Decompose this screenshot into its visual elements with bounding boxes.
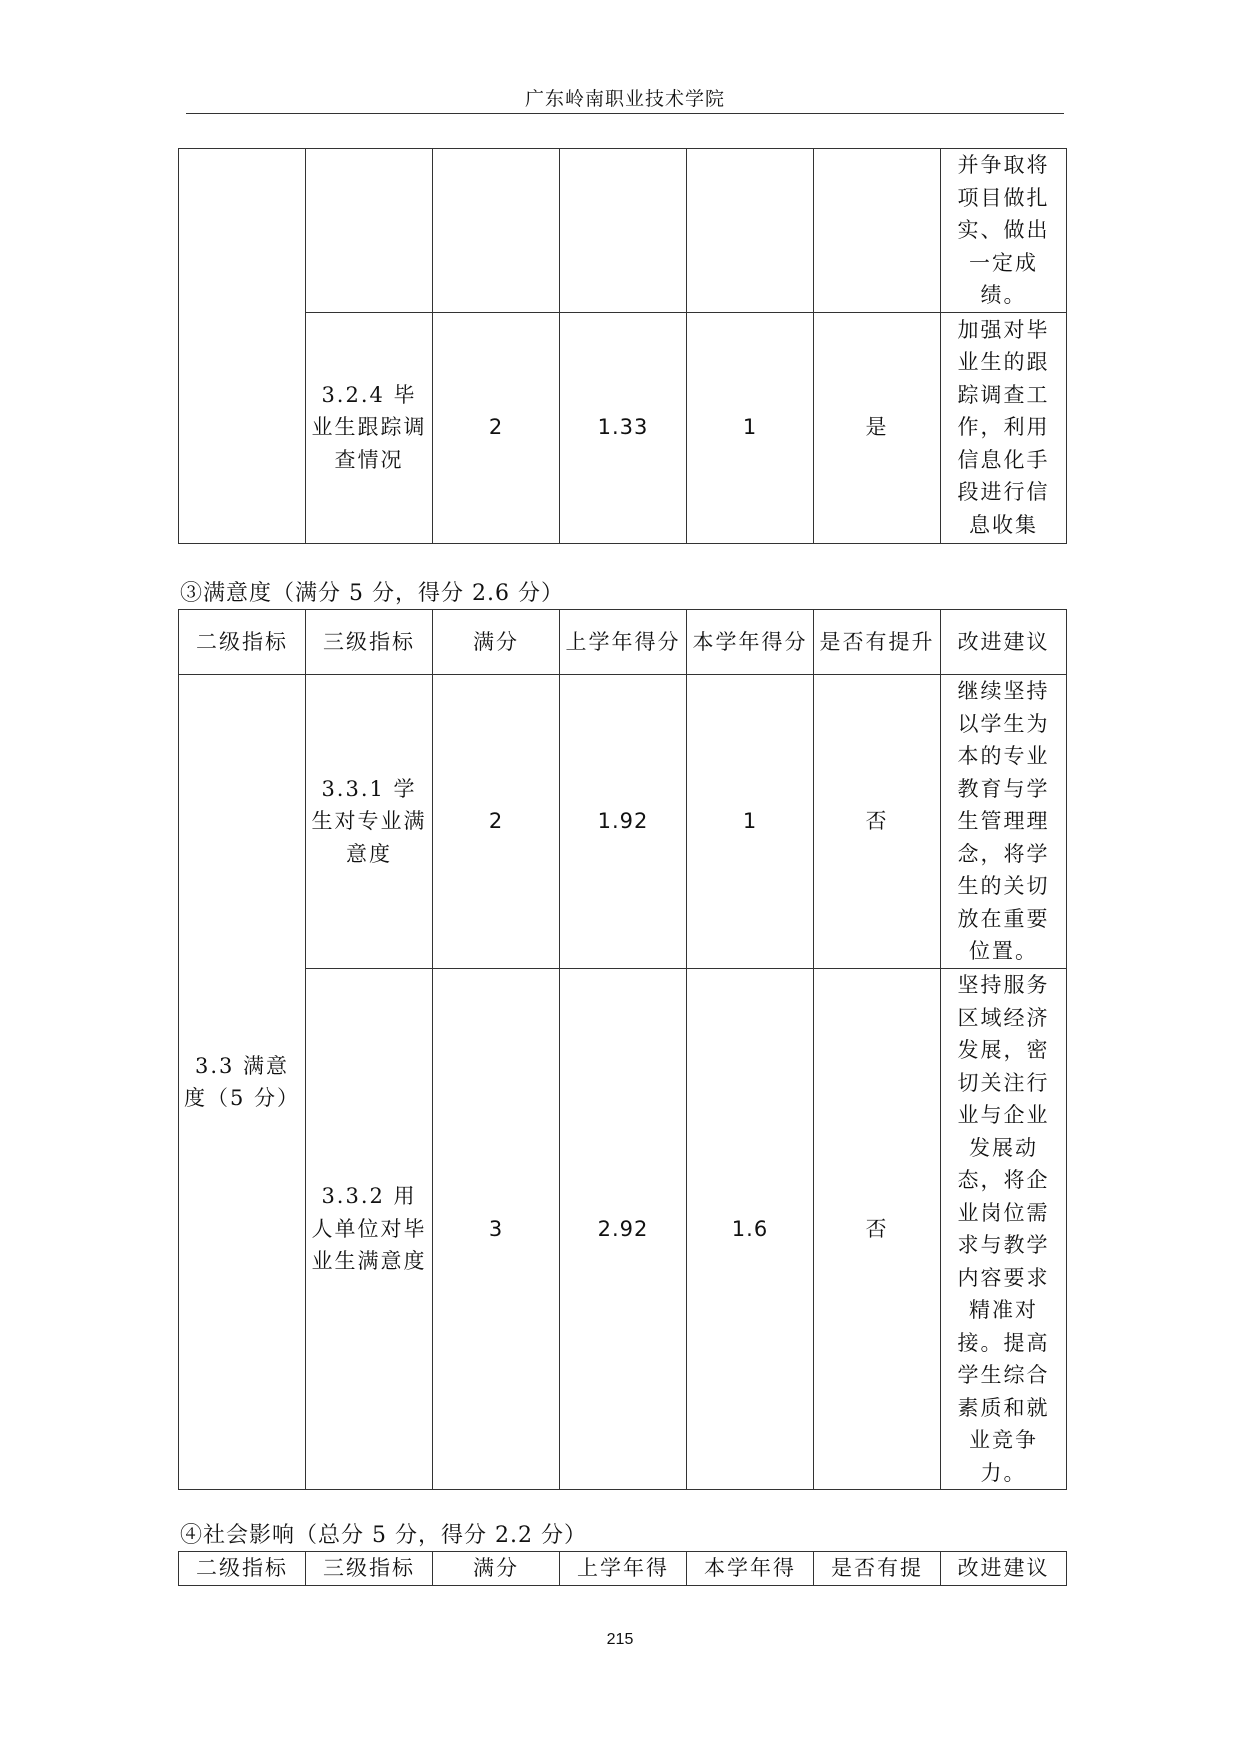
table-row	[179, 675, 1067, 969]
table-row	[179, 969, 1067, 1490]
this-year-cell: 1	[687, 675, 814, 969]
continued-table	[178, 148, 1067, 544]
this-year-cell	[687, 149, 814, 313]
indicator3-cell: 3.2.4 毕业生跟踪调查情况	[306, 312, 433, 543]
suggestion-cell: 并争取将项目做扎实、做出一定成绩。	[941, 149, 1067, 313]
column-header: 三级指标	[306, 610, 433, 675]
column-header: 二级指标	[179, 1552, 306, 1586]
header-divider	[186, 113, 1064, 114]
column-header: 满分	[433, 610, 560, 675]
indicator3-cell: 3.3.2 用人单位对毕业生满意度	[306, 969, 433, 1490]
improved-cell: 否	[814, 675, 941, 969]
section-title-satisfaction: ③满意度（满分 5 分，得分 2.6 分）	[180, 581, 564, 606]
indicator3-cell: 3.3.1 学生对专业满意度	[306, 675, 433, 969]
table-row	[179, 312, 1067, 543]
social-impact-table	[178, 1551, 1067, 1586]
indicator2-cell: 3.3 满意度（5 分）	[179, 675, 306, 1490]
last-year-cell: 2.92	[560, 969, 687, 1490]
table-header-row	[179, 1552, 1067, 1586]
last-year-cell: 1.33	[560, 312, 687, 543]
full-score-cell: 2	[433, 675, 560, 969]
improved-cell: 否	[814, 969, 941, 1490]
indicator2-cell	[179, 149, 306, 544]
column-header: 本学年得	[687, 1552, 814, 1586]
column-header: 是否有提	[814, 1552, 941, 1586]
last-year-cell	[560, 149, 687, 313]
column-header: 满分	[433, 1552, 560, 1586]
improved-cell	[814, 149, 941, 313]
table-header-row	[179, 610, 1067, 675]
column-header: 改进建议	[941, 610, 1067, 675]
column-header: 上学年得	[560, 1552, 687, 1586]
column-header: 改进建议	[941, 1552, 1067, 1586]
column-header: 是否有提升	[814, 610, 941, 675]
satisfaction-table	[178, 609, 1067, 1490]
this-year-cell: 1	[687, 312, 814, 543]
column-header: 本学年得分	[687, 610, 814, 675]
indicator3-cell	[306, 149, 433, 313]
page-header: 广东岭南职业技术学院	[524, 88, 725, 110]
section-title-social-impact: ④社会影响（总分 5 分，得分 2.2 分）	[180, 1523, 587, 1548]
improved-cell: 是	[814, 312, 941, 543]
this-year-cell: 1.6	[687, 969, 814, 1490]
suggestion-cell: 继续坚持以学生为本的专业教育与学生管理理念，将学生的关切放在重要位置。	[941, 675, 1067, 969]
full-score-cell: 2	[433, 312, 560, 543]
full-score-cell: 3	[433, 969, 560, 1490]
column-header: 上学年得分	[560, 610, 687, 675]
column-header: 三级指标	[306, 1552, 433, 1586]
full-score-cell	[433, 149, 560, 313]
last-year-cell: 1.92	[560, 675, 687, 969]
suggestion-cell: 加强对毕业生的跟踪调查工作，利用信息化手段进行信息收集	[941, 312, 1067, 543]
page-number: 215	[606, 1631, 634, 1648]
suggestion-cell: 坚持服务区域经济发展，密切关注行业与企业发展动态，将企业岗位需求与教学内容要求精准对接。提高学生综合素质和就业竞争力。	[941, 969, 1067, 1490]
table-row	[179, 149, 1067, 313]
column-header: 二级指标	[179, 610, 306, 675]
